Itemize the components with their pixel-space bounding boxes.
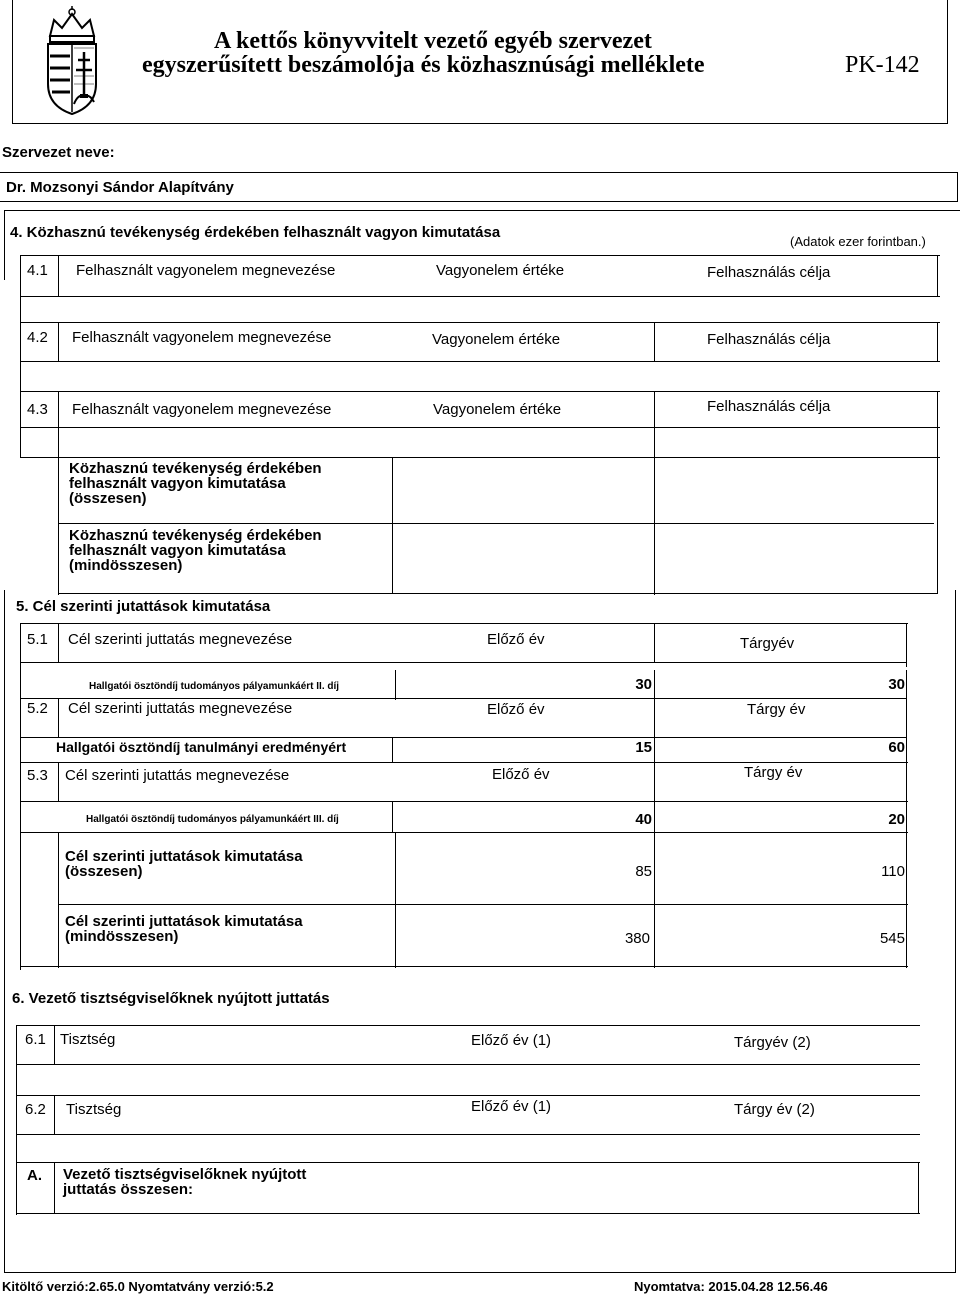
form-title-line1: A kettős könyvvitelt vezető egyéb szervezet <box>214 28 652 54</box>
row-4-1-entry[interactable] <box>20 297 940 322</box>
row-5-1-curr-value[interactable]: 30 <box>888 676 905 693</box>
section6-title: 6. Vezető tisztségviselőknek nyújtott juttatás <box>12 990 330 1007</box>
row-5-2-item[interactable]: Hallgatói ösztöndíj tanulmányi eredményért <box>56 739 347 755</box>
form-code: PK-142 <box>845 52 920 78</box>
row-4-2-value-header: Vagyonelem értéke <box>432 331 561 348</box>
row-5-2-prev-header: Előző év <box>487 701 545 718</box>
org-name-value: Dr. Mozsonyi Sándor Alapítvány <box>6 179 234 196</box>
section6-total-line1: Vezető tisztségviselőknek nyújtott <box>63 1166 307 1183</box>
org-name-label: Szervezet neve: <box>2 144 115 161</box>
row-5-1-name-header: Cél szerinti juttatás megnevezése <box>68 631 293 648</box>
row-5-1-item[interactable]: Hallgatói ösztöndíj tudományos pályamunkáért II. díj <box>89 681 340 692</box>
row-5-1-prev-header: Előző év <box>487 631 545 648</box>
row-4-1-purpose-header: Felhasználás célja <box>707 264 831 281</box>
row-5-2-prev-value[interactable]: 15 <box>635 739 652 756</box>
section5-grand-total-curr: 545 <box>879 930 905 947</box>
row-4-1-num: 4.1 <box>27 262 48 279</box>
row-6-1-name-header: Tisztség <box>60 1031 116 1048</box>
row-6-1-curr-header: Tárgyév (2) <box>734 1034 811 1051</box>
row-4-2-name-header: Felhasznált vagyonelem megnevezése <box>72 329 332 346</box>
row-5-2-num: 5.2 <box>27 700 48 717</box>
section5-total-line2: (összesen) <box>65 863 143 880</box>
row-5-2-curr-value[interactable]: 60 <box>888 739 905 756</box>
row-5-2-curr-header: Tárgy év <box>747 701 806 718</box>
section4-grand-total-line1: Közhasznú tevékenység érdekében <box>69 527 322 544</box>
row-5-3-name-header: Cél szerinti jutattás megnevezése <box>65 767 290 784</box>
section4-total-line3: (összesen) <box>69 490 147 507</box>
row-4-1-value-header: Vagyonelem értéke <box>436 262 565 279</box>
row-5-1-curr-header: Tárgyév <box>740 635 795 652</box>
section4-title: 4. Közhasznú tevékenység érdekében felhasznált vagyon kimutatása <box>10 224 501 241</box>
row-5-3-prev-header: Előző év <box>492 766 550 783</box>
row-5-3-num: 5.3 <box>27 767 48 784</box>
row-6-2-name-header: Tisztség <box>66 1101 122 1118</box>
section5-total-prev: 85 <box>635 863 652 880</box>
row-4-3-name-header: Felhasznált vagyonelem megnevezése <box>72 401 332 418</box>
row-4-2-entry[interactable] <box>20 362 940 392</box>
section4-total-line2: felhasznált vagyon kimutatása <box>69 475 286 492</box>
row-6-1-num: 6.1 <box>25 1031 46 1048</box>
row-6-1-prev-header: Előző év (1) <box>471 1032 552 1049</box>
row-6-2-prev-header: Előző év (1) <box>471 1098 552 1115</box>
section4-total-line1: Közhasznú tevékenység érdekében <box>69 460 322 477</box>
row-5-3-curr-value[interactable]: 20 <box>888 811 905 828</box>
section5-grand-total-line2: (mindösszesen) <box>65 928 179 945</box>
row-5-1-prev-value[interactable]: 30 <box>635 676 652 693</box>
coat-of-arms-icon <box>36 6 108 116</box>
row-6-1-entry[interactable] <box>17 1065 920 1095</box>
section5-total-curr: 110 <box>881 863 905 880</box>
section5-title: 5. Cél szerinti jutattások kimutatása <box>16 598 271 615</box>
row-4-3-num: 4.3 <box>27 401 48 418</box>
footer-printed: Nyomtatva: 2015.04.28 12.56.46 <box>634 1279 828 1294</box>
unit-note: (Adatok ezer forintban.) <box>790 234 926 249</box>
row-5-3-prev-value[interactable]: 40 <box>635 811 652 828</box>
section4-grand-total-line2: felhasznált vagyon kimutatása <box>69 542 286 559</box>
row-4-2-num: 4.2 <box>27 329 48 346</box>
section5-grand-total-line1: Cél szerinti juttatások kimutatása <box>65 913 303 930</box>
row-4-1-name-header: Felhasznált vagyonelem megnevezése <box>76 262 336 279</box>
row-6-2-curr-header: Tárgy év (2) <box>734 1101 815 1118</box>
section4-grand-total-line3: (mindösszesen) <box>69 557 183 574</box>
row-5-1-num: 5.1 <box>27 631 48 648</box>
row-4-3-purpose-header: Felhasználás célja <box>707 398 831 415</box>
form-title-line2: egyszerűsített beszámolója és közhasznúsági melléklete <box>142 52 705 78</box>
row-5-3-item[interactable]: Hallgatói ösztöndíj tudományos pályamunkáért III. díj <box>86 814 339 825</box>
row-5-3-curr-header: Tárgy év <box>744 764 803 781</box>
section6-total-num: A. <box>27 1167 42 1184</box>
footer-version: Kitöltő verzió:2.65.0 Nyomtatvány verzió:5.2 <box>2 1279 274 1294</box>
row-5-2-name-header: Cél szerinti juttatás megnevezése <box>68 700 293 717</box>
section6-total-line2: juttatás összesen: <box>63 1181 194 1198</box>
section5-total-line1: Cél szerinti juttatások kimutatása <box>65 848 303 865</box>
row-6-2-num: 6.2 <box>25 1101 46 1118</box>
row-4-3-value-header: Vagyonelem értéke <box>433 401 562 418</box>
row-4-2-purpose-header: Felhasználás célja <box>707 331 831 348</box>
section5-grand-total-prev: 380 <box>624 930 650 947</box>
